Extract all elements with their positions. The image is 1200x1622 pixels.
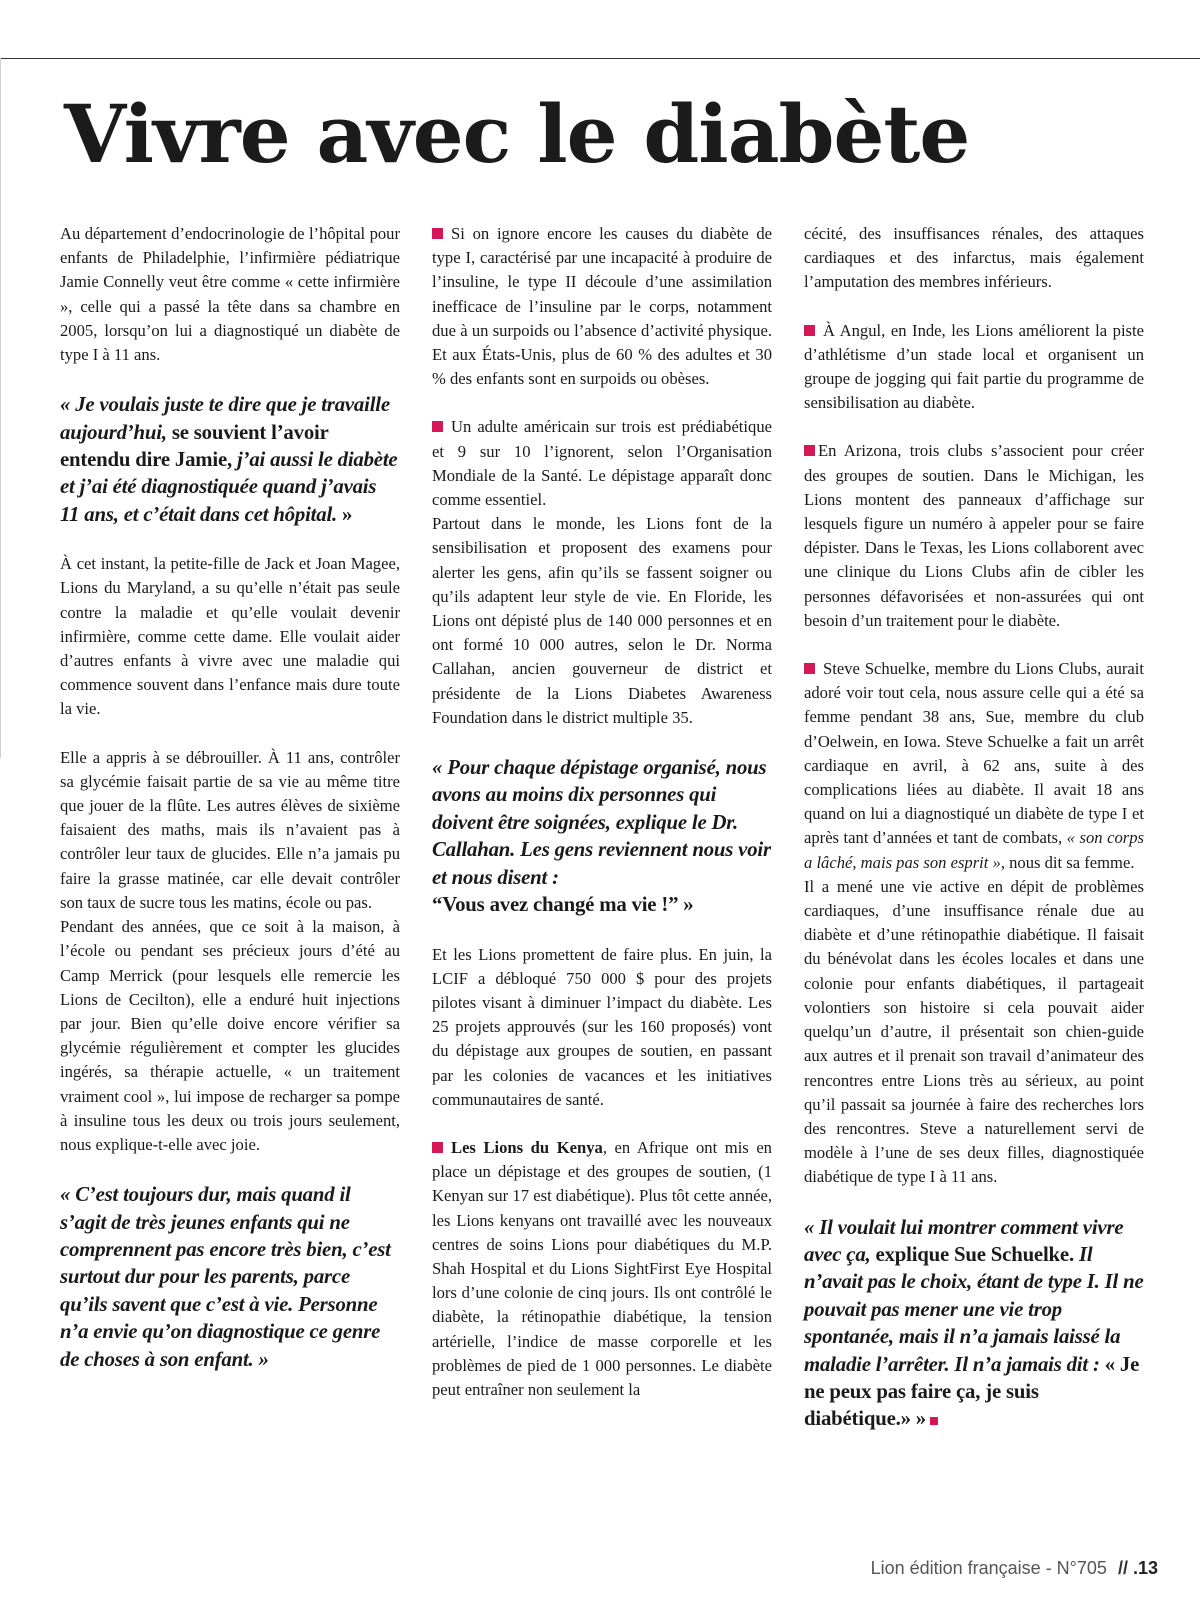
bullet-square-icon bbox=[432, 228, 443, 239]
paragraph bbox=[804, 319, 1144, 416]
quote-text: j’ai aussi le diabète et j’ai été diagnostiquée quand j’avais 11 ans, et c’était dans cet hôpital. bbox=[60, 448, 398, 526]
pull-quote bbox=[804, 1214, 1144, 1433]
page-footer bbox=[871, 1558, 1158, 1579]
column-3 bbox=[804, 222, 1144, 1457]
paragraph: À cet instant, la petite-fille de Jack et Joan Magee, Lions du Maryland, a su qu’elle n’était pas seule contre la maladie et qu’elle voulait devenir infirmière, comme cette dame. Elle voulait aider d’autres enfants à vivre avec une maladie qui commence souvent dans l’enfance mais dure toute la vie. bbox=[60, 554, 400, 719]
bullet-square-icon bbox=[432, 421, 443, 432]
paragraph: Au département d’endocrinologie de l’hôpital pour enfants de Philadelphie, l’infirmière pédiatrique Jamie Connelly veut être comme « cette infirmière », celle qui a passé la tête dans sa chambre en 2005, lorsqu’on lui a diagnostiqué un diabète de type I à 11 ans. bbox=[60, 224, 400, 365]
paragraph bbox=[432, 222, 772, 391]
paragraph bbox=[432, 1136, 772, 1402]
paragraph-text: À Angul, en Inde, les Lions améliorent la piste d’athlétisme d’un stade local et organisent un groupe de jogging qui fait partie du programme de sensibilisation au diabète. bbox=[804, 320, 1144, 413]
paragraph-text: Si on ignore encore les causes du diabète de type I, caractérisé par une incapacité à produire de l’insuline, le type II découle d’une assimilation inefficace de l’insuline par le corps, notamment due à un surpoids ou l’absence d’activité physique. Et aux États-Unis, plus de 60 % des adultes et 30 % des enfants sont en surpoids ou obèses. bbox=[432, 224, 772, 389]
quote-text: Il n’avait pas le choix, étant de type I. Il ne pouvait pas mener une vie trop spontanée, mais il n’a jamais laissé la maladie l’arrêter. Il n’a jamais dit : bbox=[804, 1242, 1144, 1376]
paragraph bbox=[804, 657, 1144, 875]
column-2 bbox=[432, 222, 772, 1426]
bullet-square-icon bbox=[432, 1142, 443, 1153]
paragraph-text: Steve Schuelke, membre du Lions Clubs, aurait adoré voir tout cela, nous assure celle qui a été sa femme pendant 38 ans, Sue, membre du club d’Oelwein, en Iowa. Steve Schuelke a fait un arrêt cardiaque en avril, à 62 ans, suite à des complications liées au diabète. Il avait 18 ans quand on lui a diagnostiqué un diabète de type I et après tant d’années et tant de combats, bbox=[804, 659, 1144, 848]
paragraph-quote: « son corps a lâché, mais pas son esprit » bbox=[804, 828, 1144, 872]
bullet-square-icon bbox=[804, 663, 815, 674]
footer-separator: // bbox=[1117, 1558, 1128, 1578]
page-number: .13 bbox=[1132, 1558, 1158, 1578]
paragraph-text: En Arizona, trois clubs s’associent pour créer des groupes de soutien. Dans le Michigan, les Lions montent des panneaux d’affichage sur lesquels figure un numéro à appeler pour se faire dépister. Dans le Texas, les Lions collaborent avec une clinique du Lions Clubs afin de cibler les personnes défavorisées et non-assurées qui ont besoin d’un traitement pour le diabète. bbox=[804, 441, 1144, 630]
pull-quote bbox=[60, 391, 400, 528]
paragraph-text: Un adulte américain sur trois est prédiabétique et 9 sur 10 l’ignorent, selon l’Organisation Mondiale de la Santé. Le dépistage apparaît donc comme essentiel. bbox=[432, 417, 772, 510]
quote-text: “Vous avez changé ma vie !” » bbox=[432, 893, 694, 917]
column-1 bbox=[60, 222, 400, 1397]
paragraph bbox=[804, 439, 1144, 633]
paragraph: cécité, des insuffisances rénales, des attaques cardiaques et des infarctus, mais également l’amputation des membres inférieurs. bbox=[804, 224, 1144, 292]
pull-quote: « C’est toujours dur, mais quand il s’agit de très jeunes enfants qui ne comprennent pas encore très bien, c’est surtout dur pour les parents, parce qu’ils savent que c’est à vie. Personne n’a envie qu’on diagnostique ce genre de choses à son enfant. » bbox=[60, 1183, 391, 1371]
paragraph bbox=[432, 415, 772, 512]
paragraph: Il a mené une vie active en dépit de problèmes cardiaques, d’une insuffisance rénale due au diabète et d’une rétinopathie diabétique. Il faisait du bénévolat dans les écoles locales et dans une colonie pour enfants diabétiques, il partageait volontiers son histoire si cela pouvait aider quelqu’un d’autre, il présentait son chien-guide aux autres et il prenait son travail d’animateur des rencontres entre Lions très au sérieux, au point qu’il passait sa journée à faire des recherches lors des rencontres. Steve a naturellement servi de modèle à l’une de ses deux filles, diagnostiquée diabétique de type I à 11 ans. bbox=[804, 876, 1144, 1187]
left-edge-rule bbox=[0, 58, 1, 758]
paragraph-lead: Les Lions du Kenya bbox=[451, 1137, 603, 1157]
bullet-square-icon bbox=[804, 325, 815, 336]
quote-text: « Il voulait lui montrer comment vivre avec ça, bbox=[804, 1215, 1124, 1266]
bullet-square-icon bbox=[804, 445, 815, 456]
paragraph-text: , en Afrique ont mis en place un dépistage et des groupes de soutien, (1 Kenyan sur 17 est diabétique). Plus tôt cette année, les Lions kenyans ont travaillé avec les nouveaux centres de soins Lions pour diabétiques du M.P. Shah Hospital et du Lions SightFirst Eye Hospital lors d’une colonie de cinq jours. Ils ont contrôlé le diabète, la rétinopathie diabétique, la tension artérielle, l’indice de masse corporelle et les problèmes de pied de 1 000 personnes. Le diabète peut entraîner non seulement la bbox=[432, 1137, 772, 1399]
quote-attribution: explique Sue Schuelke. bbox=[870, 1242, 1074, 1266]
article-title: Vivre avec le diabète bbox=[64, 87, 970, 181]
end-mark-square-icon bbox=[930, 1417, 938, 1425]
top-rule bbox=[0, 58, 1200, 59]
publication-name: Lion édition française - N°705 bbox=[870, 1558, 1107, 1578]
paragraph: Partout dans le monde, les Lions font de la sensibilisation et proposent des examens pour alerter les gens, afin qu’ils se fassent soigner ou qu’ils adaptent leur style de vie. En Floride, les Lions ont dépisté plus de 140 000 personnes et en ont formé 10 000 autres, selon le Dr. Norma Callahan, ancien gouverneur de district et présidente de la Lions Diabetes Awareness Foundation dans le district multiple 35. bbox=[432, 514, 772, 727]
paragraph: Et les Lions promettent de faire plus. En juin, la LCIF a débloqué 750 000 $ pour des projets pilotes visant à diminuer l’impact du diabète. Les 25 projets approuvés (sur les 160 proposés) vont du dépistage aux groupes de soutien, en passant par les colonies de vacances et les initiatives communautaires de santé. bbox=[432, 944, 772, 1109]
quote-attribution: se souvient l’avoir entendu dire Jamie, bbox=[60, 420, 329, 472]
quote-text: « Pour chaque dépistage organisé, nous avons au moins dix personnes qui doivent être soignées, explique le Dr. Callahan. Les gens reviennent nous voir et nous disent : bbox=[432, 756, 771, 889]
quote-text: « Je ne peux pas faire ça, je suis diabétique.» » bbox=[804, 1352, 1140, 1431]
paragraph-text: , nous dit sa femme. bbox=[1000, 852, 1135, 872]
quote-close: » bbox=[337, 502, 353, 526]
paragraph: Pendant des années, que ce soit à la maison, à l’école ou pendant ses précieux jours d’été au Camp Merrick (pour lesquels elle remercie les Lions de Cecilton), elle a enduré huit injections par jour. Bien qu’elle doive encore vérifier sa glycémie régulièrement et compter les glucides ingérés, sa thérapie actuelle, « un traitement vraiment cool », lui impose de recharger sa pompe à insuline tous les deux ou trois jours seulement, nous explique-t-elle avec joie. bbox=[60, 917, 400, 1154]
quote-text: « Je voulais juste te dire que je travaille aujourd’hui, bbox=[60, 393, 390, 444]
paragraph: Elle a appris à se débrouiller. À 11 ans, contrôler sa glycémie faisait partie de sa vie au même titre que jouer de la flûte. Les autres élèves de sixième faisaient des maths, mais ils n’avaient pas à contrôler leur taux de glucides. Elle n’a jamais pu faire la grasse matinée, car elle devait contrôler son taux de sucre tous les matins, école ou pas. bbox=[60, 747, 400, 912]
pull-quote bbox=[432, 754, 772, 918]
